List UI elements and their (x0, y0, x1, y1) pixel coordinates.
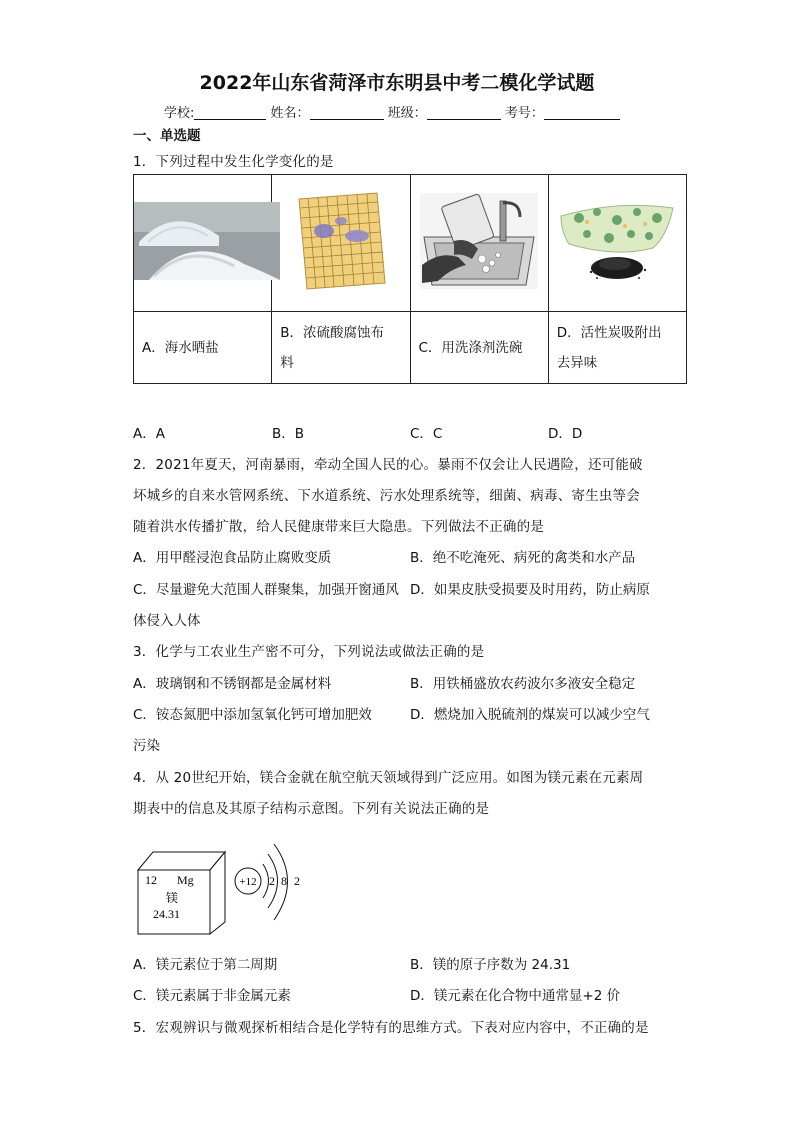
q2-option-d[interactable]: D．如果皮肤受损要及时用药，防止病原 (410, 582, 650, 598)
q1-cell-d-line1: D．活性炭吸附出 (556, 324, 662, 341)
q4-option-c[interactable]: C．镁元素属于非金属元素 (133, 988, 291, 1004)
q2-option-c[interactable]: C．尽量避免大范围人群聚集，加强开窗通风 (133, 582, 399, 598)
atom-structure-diagram (235, 844, 300, 920)
element-cell-box (138, 852, 225, 934)
element-mass: 24.31 (153, 907, 180, 921)
q5-stem: 5．宏观辨识与微观探析相结合是化学特有的思维方式。下表对应内容中，不正确的是 (133, 1020, 649, 1036)
q1-cell-d-text (548, 312, 686, 384)
q1-cell-d-image (548, 175, 686, 312)
school-blank[interactable] (194, 105, 266, 120)
school-label: 学校: (164, 106, 195, 121)
q1-option-b[interactable]: B．B (272, 426, 305, 442)
q1-option-c[interactable]: C．C (410, 426, 443, 442)
q2-stem-line2: 坏城乡的自来水管网系统、下水道系统、污水处理系统等，细菌、病毒、寄生虫等会 (133, 488, 640, 504)
q1-stem: 1．下列过程中发生化学变化的是 (133, 154, 334, 170)
q1-cell-b-line1: B．浓硫酸腐蚀布 (280, 324, 385, 341)
element-name: 镁 (166, 891, 179, 905)
q2-option-a[interactable]: A．用甲醛浸泡食品防止腐败变质 (133, 550, 332, 566)
q3-option-a[interactable]: A．玻璃钢和不锈钢都是金属材料 (133, 676, 332, 692)
shell-2-electrons: 8 (281, 874, 287, 888)
q3-stem: 3．化学与工农业生产密不可分，下列说法或做法正确的是 (133, 644, 485, 660)
q1-cell-c-line1: C．用洗涤剂洗碗 (418, 339, 523, 356)
salt-pile-icon (134, 202, 280, 280)
q3-option-d-cont: 污染 (133, 738, 160, 754)
exam-title: 2022年山东省菏泽市东明县中考二模化学试题 (199, 72, 595, 94)
q1-option-a[interactable]: A．A (133, 426, 165, 442)
q1-table (133, 174, 687, 384)
q4-option-d[interactable]: D．镁元素在化合物中通常显+2 价 (410, 988, 621, 1004)
q3-option-b[interactable]: B．用铁桶盛放农药波尔多液安全稳定 (410, 676, 636, 692)
q1-cell-d-line2: 去异味 (556, 354, 598, 371)
shell-3-electrons: 2 (294, 874, 300, 888)
magnesium-figure (133, 840, 313, 935)
student-info-line (164, 102, 620, 121)
q4-option-a[interactable]: A．镁元素位于第二周期 (133, 957, 278, 973)
q2-stem-line3: 随着洪水传播扩散，给人民健康带来巨大隐患。下列做法不正确的是 (133, 519, 544, 535)
dish-washing-icon (420, 193, 538, 289)
section-heading: 一、单选题 (133, 128, 201, 144)
q1-cell-a-line1: A．海水晒盐 (142, 339, 219, 356)
q2-option-b[interactable]: B．绝不吃淹死、病死的禽类和水产品 (410, 550, 636, 566)
q4-stem-line1: 4．从 20世纪开始，镁合金就在航空航天领域得到广泛应用。如图为镁元素在元素周 (133, 770, 644, 786)
class-blank[interactable] (427, 105, 501, 120)
q1-cell-c-image (410, 175, 548, 312)
exam-no-label: 考号： (504, 106, 544, 121)
element-number: 12 (145, 873, 157, 887)
q1-cell-a-image (134, 175, 272, 312)
element-symbol: Mg (177, 873, 194, 887)
q1-cell-a-text (134, 312, 272, 384)
q4-stem-line2: 期表中的信息及其原子结构示意图。下列有关说法正确的是 (133, 801, 490, 817)
q1-cell-b-image (272, 175, 410, 312)
q1-cell-b-text (272, 312, 410, 384)
q1-option-d[interactable]: D．D (548, 426, 583, 442)
q3-option-c[interactable]: C．铵态氮肥中添加氢氧化钙可增加肥效 (133, 707, 372, 723)
q1-cell-b-line2: 料 (280, 354, 294, 371)
class-label: 班级： (387, 106, 427, 121)
nucleus-charge: +12 (239, 876, 257, 888)
q1-cell-c-text (410, 312, 548, 384)
q2-option-d-cont: 体侵入人体 (133, 613, 201, 629)
name-label: 姓名： (270, 106, 310, 121)
q3-option-d[interactable]: D．燃烧加入脱硫剂的煤炭可以减少空气 (410, 707, 650, 723)
charcoal-bag-icon (557, 196, 677, 286)
shell-arc-1 (263, 864, 269, 898)
corroded-cloth-icon (291, 191, 391, 291)
name-blank[interactable] (310, 105, 384, 120)
exam-no-blank[interactable] (544, 105, 620, 120)
q2-stem-line1: 2．2021年夏天，河南暴雨，牵动全国人民的心。暴雨不仅会让人民遇险，还可能破 (133, 457, 643, 473)
shell-1-electrons: 2 (269, 874, 275, 888)
q4-option-b[interactable]: B．镁的原子序数为 24.31 (410, 957, 571, 973)
